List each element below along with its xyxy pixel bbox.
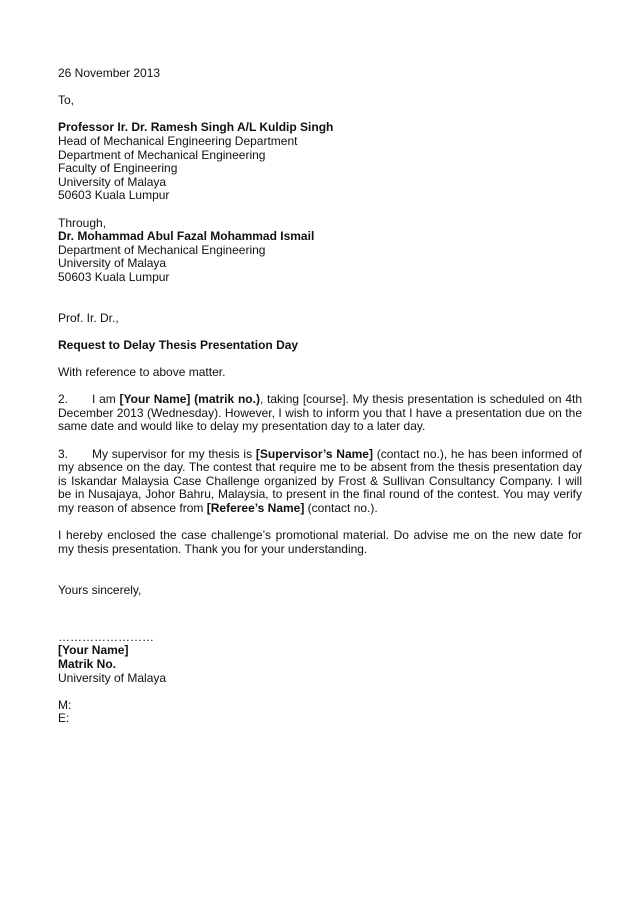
greeting: Prof. Ir. Dr., [58, 310, 119, 325]
paragraph-text: I am [92, 392, 120, 407]
recipient-line: Head of Mechanical Engineering Department [58, 133, 298, 148]
letter-date: 26 November 2013 [58, 66, 161, 80]
recipient-line: 50603 Kuala Lumpur [58, 188, 170, 203]
paragraph-text: , taking [course]. My thesis presentation is scheduled on 4th December 2013 (Wednesday). However, I wish to inform you that I have a presentation due on the same date and would like to delay my presentation day to a later day. [58, 392, 582, 434]
paragraph-text: (contact no.). [304, 501, 378, 515]
signature-email: E: [58, 711, 70, 726]
signature-university: University of Malaya [58, 670, 167, 685]
paragraph-number: 2. [58, 392, 69, 407]
through-line: Department of Mechanical Engineering [58, 242, 266, 257]
paragraph-3 [58, 448, 582, 516]
signature-matrik: Matrik No. [58, 656, 117, 671]
recipient-line: Faculty of Engineering [58, 161, 178, 176]
signature-block [58, 631, 582, 726]
recipient-line: University of Malaya [58, 174, 167, 189]
subject-line: Request to Delay Thesis Presentation Day [58, 337, 299, 352]
recipient-line: Department of Mechanical Engineering [58, 147, 266, 162]
signature-line: …………………… [58, 629, 154, 644]
paragraph-bold-text: [Your Name] (matrik no.) [119, 392, 260, 407]
paragraph-bold-text: [Referee’s Name] [206, 501, 305, 515]
paragraph-text: My supervisor for my thesis is [92, 446, 256, 461]
letter-body [58, 67, 582, 726]
to-label: To, [58, 93, 75, 108]
paragraph-bold-text: [Supervisor’s Name] [255, 446, 373, 461]
paragraph-number: 3. [58, 446, 69, 461]
through-block [58, 217, 582, 285]
closing-paragraph: I hereby enclosed the case challenge’s promotional material. Do advise me on the new date for my thesis presentation. Thank you for your understanding. [58, 528, 582, 556]
recipient-name: Professor Ir. Dr. Ramesh Singh A/L Kuldip Singh [58, 120, 334, 135]
opening-line: With reference to above matter. [58, 365, 226, 380]
paragraph-text: (contact no.), he has been informed of my absence on the day. The contest that require me to be absent from the thesis presentation day is Iskandar Malaysia Case Challenge organized by Frost & Sullivan Consultancy Company. I will be in Nusajaya, Johor Bahru, Malaysia, to present in the final round of the contest. You may verify my reason of absence from [58, 446, 582, 515]
paragraph-2 [58, 393, 582, 434]
signature-name: [Your Name] [58, 643, 129, 658]
through-name: Dr. Mohammad Abul Fazal Mohammad Ismail [58, 229, 315, 244]
recipient-block [58, 121, 582, 203]
through-label: Through, [58, 215, 107, 230]
through-line: 50603 Kuala Lumpur [58, 269, 170, 284]
signoff: Yours sincerely, [58, 582, 142, 597]
through-line: University of Malaya [58, 256, 167, 271]
signature-mobile: M: [58, 697, 72, 712]
